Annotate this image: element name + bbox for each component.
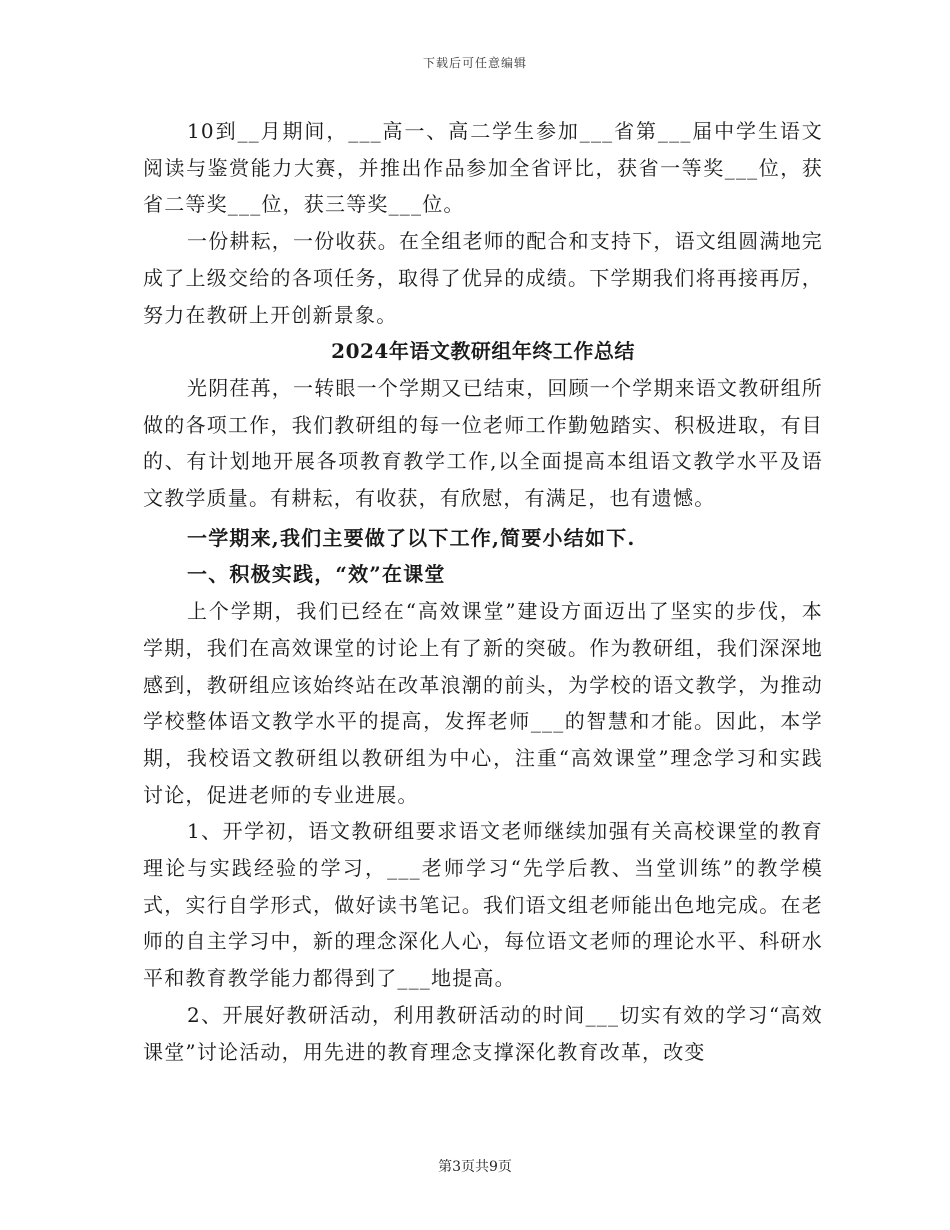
document-body	[143, 113, 823, 1070]
paragraph-item-2: 2、开展好教研活动，利用教研活动的时间___切实有效的学习“高效课堂”讨论活动，用先进的教育理念支撑深化教育改革，改变	[143, 1002, 823, 1064]
paragraph-intro: 光阴荏苒，一转眼一个学期又已结束，回顾一个学期来语文教研组所做的各项工作，我们教研组的每一位老师工作勤勉踏实、积极进取，有目的、有计划地开展各项教育教学工作,以全面提高本组语文教学水平及语文教学质量。有耕耘，有收获，有欣慰，有满足，也有遗憾。	[143, 375, 823, 511]
paragraph-competition: 10到__月期间，___高一、高二学生参加___省第___届中学生语文阅读与鉴赏能力大赛，并推出作品参加全省评比，获省一等奖___位，获省二等奖___位，获三等奖___位。	[143, 119, 823, 217]
paragraph-summary-lead: 一学期来,我们主要做了以下工作,简要小结如下.	[187, 525, 636, 550]
paragraph-harvest: 一份耕耘，一份收获。在全组老师的配合和支持下，语文组圆满地完成了上级交给的各项任务，取得了优异的成绩。下学期我们将再接再厉，努力在教研上开创新景象。	[143, 229, 823, 327]
paragraph-efficient-classroom: 上个学期，我们已经在“高效课堂”建设方面迈出了坚实的步伐，本学期，我们在高效课堂的讨论上有了新的突破。作为教研组，我们深深地感到，教研组应该始终站在改革浪潮的前头，为学校的语文教学，为推动学校整体语文教学水平的提高，发挥老师___的智慧和才能。因此，本学期，我校语文教研组以教研组为中心，注重“高效课堂”理念学习和实践讨论，促进老师的专业进展。	[143, 599, 823, 807]
page-header: 下载后可任意编辑	[422, 56, 527, 70]
page-footer: 第3页共9页	[438, 1159, 512, 1175]
paragraph-item-1: 1、开学初，语文教研组要求语文老师继续加强有关高校课堂的教育理论与实践经验的学习，___老师学习“先学后教、当堂训练”的教学模式，实行自学形式，做好读书笔记。我们语文组老师能出色地完成。在老师的自主学习中，新的理念深化人心，每位语文老师的理论水平、科研水平和教育教学能力都得到了___地提高。	[143, 819, 823, 991]
section-heading-1: 一、积极实践，“效”在课堂	[187, 562, 446, 587]
document-title: 2024年语文教研组年终工作总结	[331, 339, 635, 364]
